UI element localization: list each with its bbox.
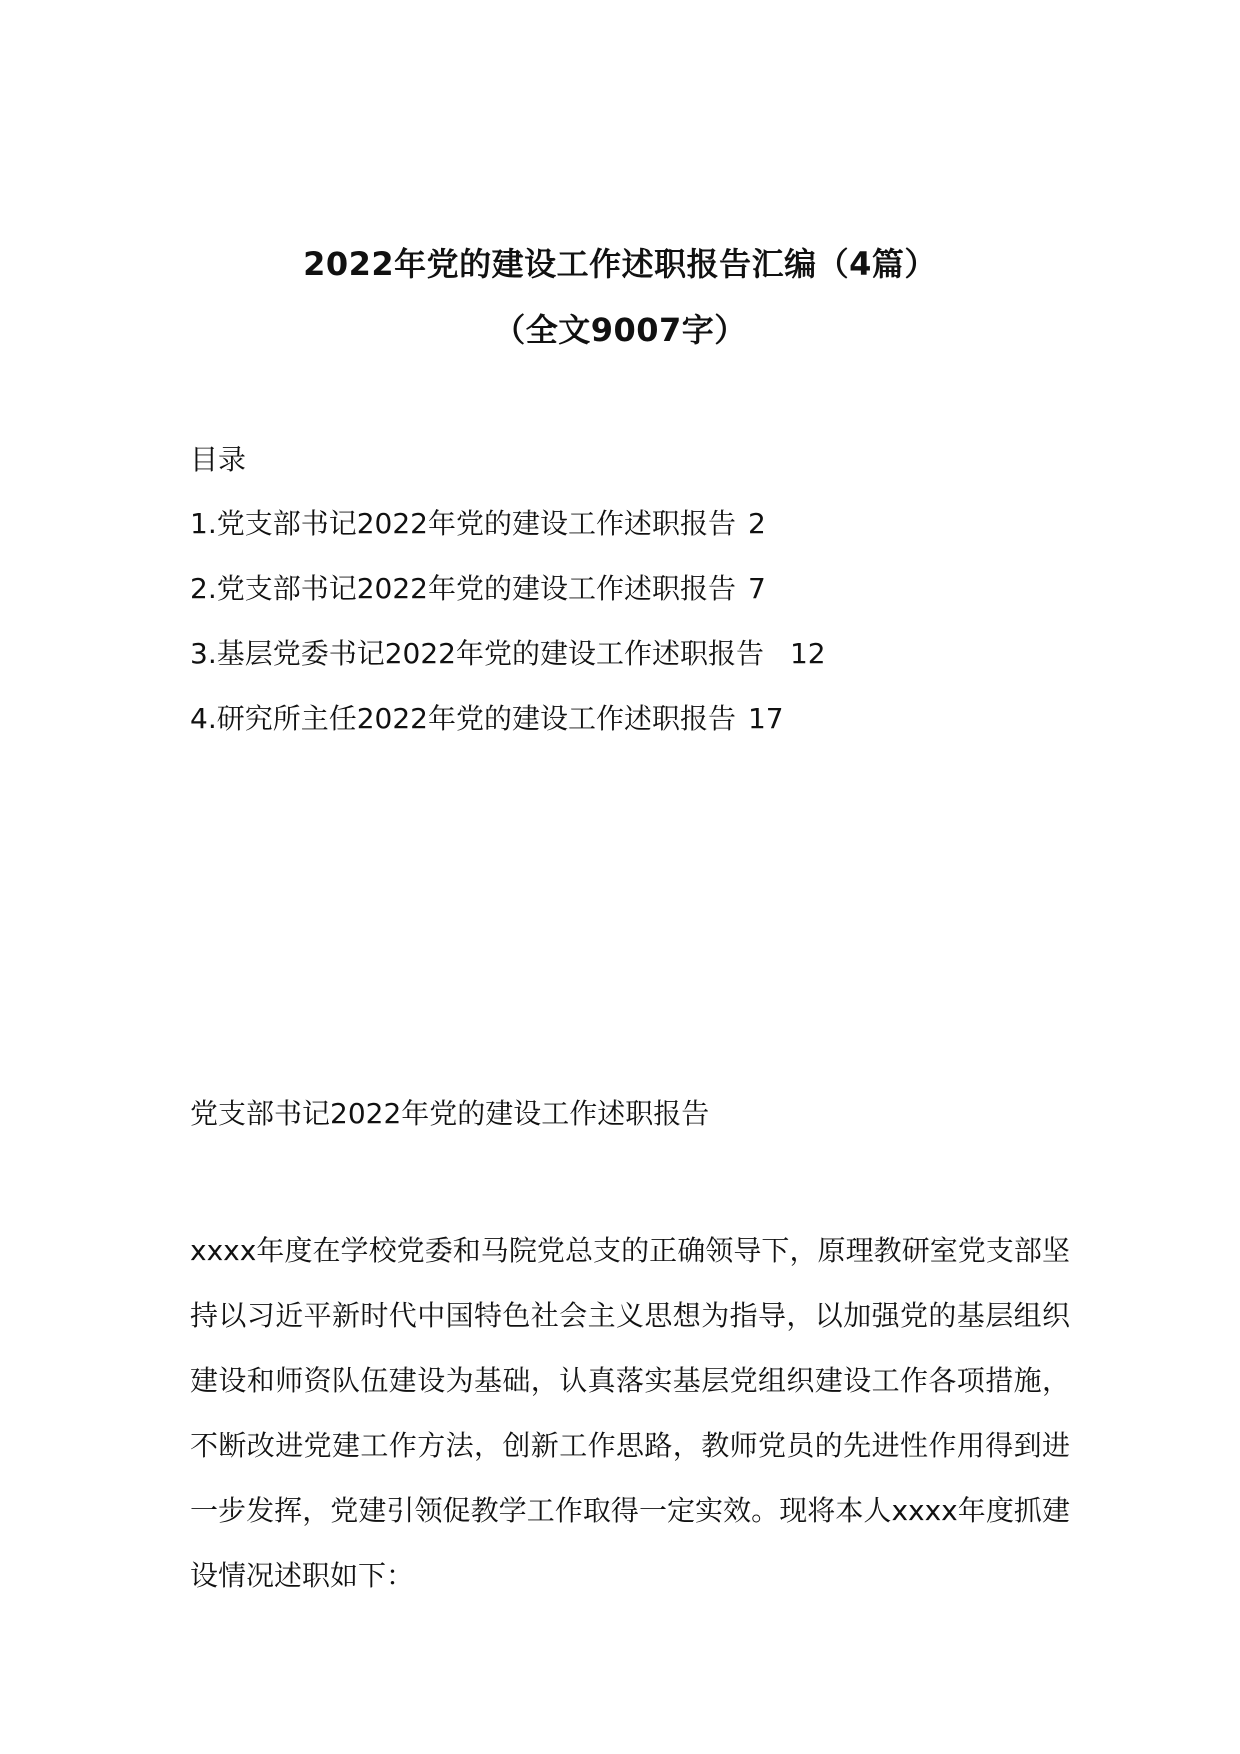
toc-item-4[interactable] <box>190 699 1070 764</box>
section-heading: 党支部书记2022年党的建设工作述职报告 <box>190 1097 710 1130</box>
toc-item-3[interactable] <box>190 634 1070 699</box>
document-title: 2022年党的建设工作述职报告汇编（4篇） <box>303 245 937 283</box>
body-paragraph: xxxx年度在学校党委和马院党总支的正确领导下，原理教研室党支部坚持以习近平新时代中国特色社会主义思想为指导，以加强党的基层组织建设和师资队伍建设为基础，认真落实基层党组织建设工作各项措施，不断改进党建工作方法，创新工作思路，教师党员的先进性作用得到进一步发挥，党建引领促教学工作取得一定实效。现将本人xxxx年度抓建设情况述职如下： <box>190 1234 1070 1592</box>
toc-item-page-number: 2 <box>747 507 766 540</box>
toc-item-label: 2.党支部书记2022年党的建设工作述职报告 <box>190 572 736 605</box>
toc-heading: 目录 <box>190 443 247 476</box>
document-subtitle-word-count: （全文9007字） <box>493 311 747 349</box>
toc-item-label: 3.基层党委书记2022年党的建设工作述职报告 <box>190 637 764 670</box>
toc-item-page-number: 12 <box>789 637 826 670</box>
toc-item-label: 1.党支部书记2022年党的建设工作述职报告 <box>190 507 736 540</box>
toc-item-label: 4.研究所主任2022年党的建设工作述职报告 <box>190 702 736 735</box>
toc-item-page-number: 17 <box>747 702 784 735</box>
table-of-contents <box>190 504 1070 764</box>
toc-item-2[interactable] <box>190 569 1070 634</box>
toc-item-page-number: 7 <box>747 572 766 605</box>
toc-item-1[interactable] <box>190 504 1070 569</box>
